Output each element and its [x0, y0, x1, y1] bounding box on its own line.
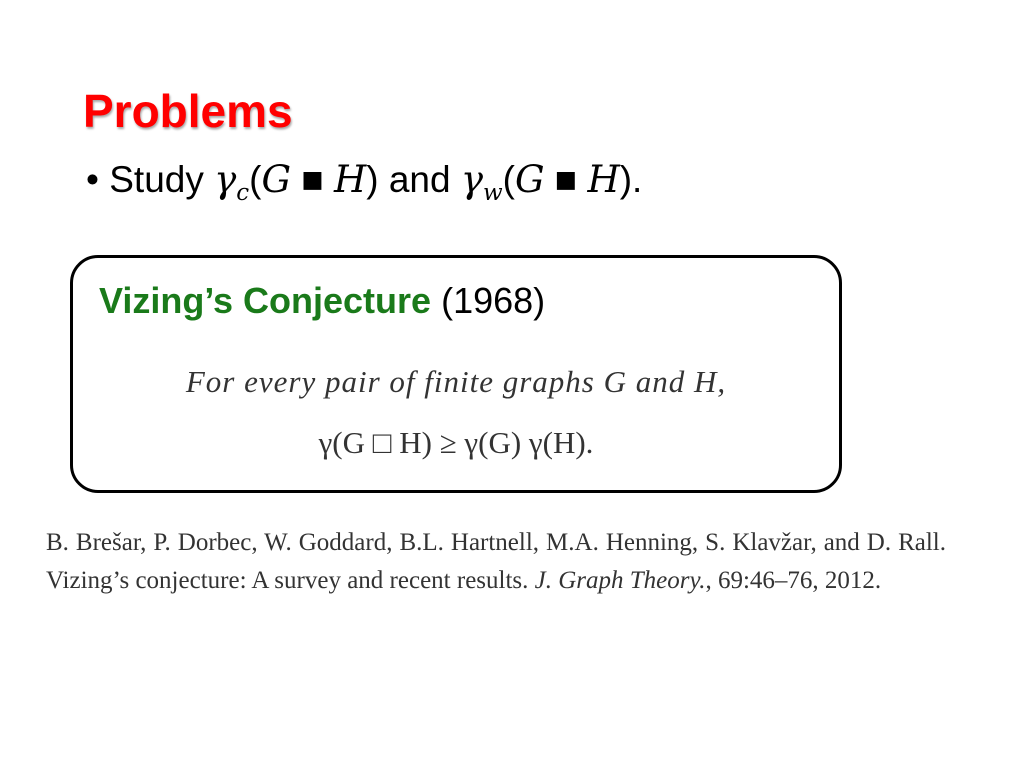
conjecture-statement-line2: γ(G □ H) ≥ γ(G) γ(H).: [318, 425, 594, 460]
citation-journal: J. Graph Theory.: [534, 567, 706, 594]
product-symbol-1: ■: [301, 159, 324, 200]
reference-citation: [46, 524, 946, 600]
citation-title: Vizing’s conjecture: A survey and recent results.: [46, 567, 529, 594]
slide-title: Problems: [83, 85, 293, 137]
conjecture-statement-line1: For every pair of finite graphs G and H,: [185, 364, 727, 399]
conjecture-name: Vizing’s Conjecture: [99, 280, 432, 321]
conjecture-box: [70, 255, 842, 493]
citation-details: , 69:46–76, 2012.: [705, 567, 882, 594]
graph-g-2: G: [514, 158, 545, 201]
conjecture-heading: [99, 280, 545, 322]
product-symbol-2: ■: [554, 159, 578, 200]
paren-close-2: ).: [619, 159, 643, 200]
graph-h-1: H: [333, 158, 367, 201]
bullet-glyph: •: [86, 159, 99, 200]
gamma-c-symbol: $\gamma_c$: [214, 158, 250, 207]
paren-open-2: (: [502, 159, 515, 200]
gamma-w-symbol: $\gamma_w$: [460, 158, 503, 207]
paren-close-1: ): [366, 159, 379, 200]
graph-g-1: G: [261, 158, 292, 201]
citation-authors: B. Brešar, P. Dorbec, W. Goddard, B.L. Hartnell, M.A. Henning, S. Klavžar, and D. Rall.: [46, 529, 946, 556]
graph-h-2: H: [587, 158, 620, 201]
bullet-prefix: Study: [109, 159, 204, 200]
paren-open-1: (: [249, 159, 262, 200]
bullet-study: [86, 158, 642, 208]
conjecture-year: (1968): [441, 280, 546, 321]
and-word: and: [388, 159, 451, 200]
